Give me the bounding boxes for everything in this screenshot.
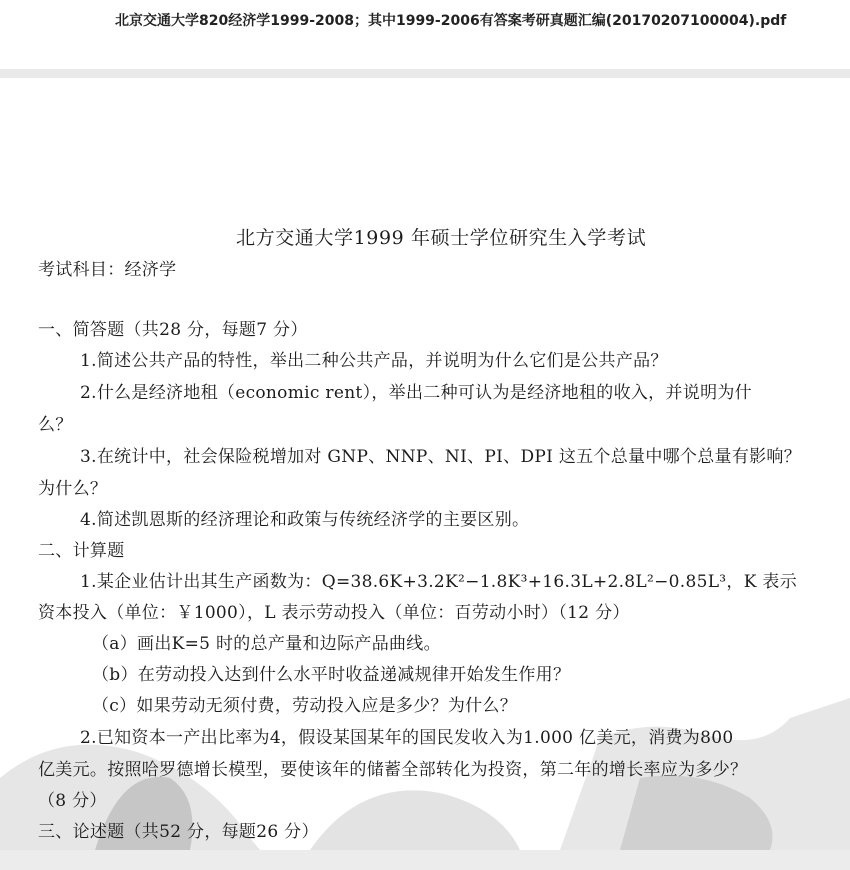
page-gap [0, 850, 850, 870]
toolbar-separator [0, 69, 850, 78]
question-line: 么？ [38, 415, 73, 435]
question-line: 3.在统计中，社会保险税增加对 GNP、NNP、NI、PI、DPI 这五个总量中哪个总量有影响？ [80, 447, 802, 467]
pdf-title-bar [0, 0, 850, 70]
pdf-page[interactable] [0, 78, 850, 850]
question-line: 2.什么是经济地租（economic rent），举出二种可认为是经济地租的收入，并说明为什 [80, 383, 752, 403]
section-heading: 一、简答题（共28 分，每题7 分） [38, 320, 308, 340]
sub-question-line: （c）如果劳动无须付费，劳动投入应是多少？为什么？ [92, 696, 518, 716]
question-line: 亿美元。按照哈罗德增长模型，要使该年的储蓄全部转化为投资，第二年的增长率应为多少？ [38, 760, 748, 780]
question-line: 4.简述凯恩斯的经济理论和政策与传统经济学的主要区别。 [80, 510, 530, 530]
exam-heading: 北方交通大学1999 年硕士学位研究生入学考试 [236, 227, 647, 249]
question-line: 资本投入（单位：￥1000），L 表示劳动投入（单位：百劳动小时）（12 分） [38, 603, 630, 623]
question-line: 2.已知资本一产出比率为4，假设某国某年的国民发收入为1.000 亿美元，消费为800 [80, 728, 734, 748]
section-heading: 二、计算题 [38, 541, 125, 561]
exam-subject: 考试科目：经济学 [38, 260, 177, 280]
question-line: （8 分） [38, 791, 107, 811]
sub-question-line: （a）画出K=5 时的总产量和边际产品曲线。 [92, 634, 441, 654]
question-line: 为什么？ [38, 479, 108, 499]
section-heading: 三、论述题（共52 分，每题26 分） [38, 822, 319, 842]
question-line: 1.某企业估计出其生产函数为：Q=38.6K+3.2K²−1.8K³+16.3L+2.8L²−0.85L³，K 表示 [80, 572, 798, 592]
sub-question-line: （b）在劳动投入达到什么水平时收益递减规律开始发生作用？ [92, 665, 571, 685]
document-text [0, 78, 850, 850]
document-filename: 北京交通大学820经济学1999-2008；其中1999-2006有答案考研真题汇编(20170207100004).pdf [115, 13, 787, 29]
question-line: 1.简述公共产品的特性，举出二种公共产品，并说明为什么它们是公共产品？ [80, 351, 668, 371]
